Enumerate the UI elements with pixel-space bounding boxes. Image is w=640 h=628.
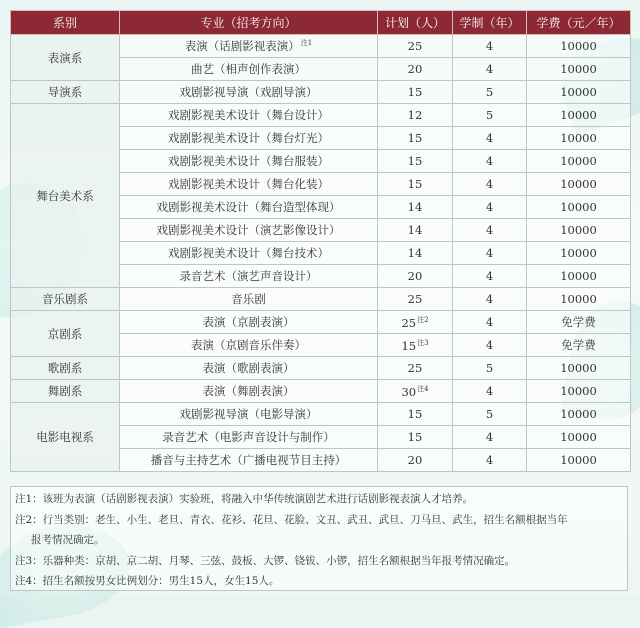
years-cell: 4 <box>453 334 527 357</box>
plan-text: 14 <box>407 246 423 260</box>
major-text: 戏剧影视美术设计（演艺影像设计） <box>156 223 341 237</box>
major-text: 戏剧影视美术设计（舞台技术） <box>168 246 329 260</box>
major-cell <box>120 426 378 449</box>
major-text: 表演（舞剧表演） <box>202 384 295 398</box>
years-cell: 5 <box>453 403 527 426</box>
dept-cell: 电影电视系 <box>11 403 120 472</box>
years-cell: 4 <box>453 196 527 219</box>
major-cell <box>120 127 378 150</box>
years-cell: 4 <box>453 242 527 265</box>
fee-cell: 10000 <box>527 127 631 150</box>
dept-cell: 京剧系 <box>11 311 120 357</box>
plan-cell <box>378 426 453 449</box>
plan-cell <box>378 380 453 403</box>
header-row <box>11 11 631 35</box>
fee-cell: 10000 <box>527 81 631 104</box>
plan-text: 15 <box>407 131 423 145</box>
major-text: 戏剧影视美术设计（舞台造型体现） <box>156 200 341 214</box>
table-row <box>11 35 631 58</box>
plan-text: 15 <box>407 177 423 191</box>
major-cell <box>120 311 378 334</box>
header-fee: 学费（元／年） <box>527 11 631 35</box>
years-cell: 5 <box>453 81 527 104</box>
fee-cell: 10000 <box>527 173 631 196</box>
plan-cell <box>378 403 453 426</box>
dept-cell: 舞剧系 <box>11 380 120 403</box>
years-cell: 4 <box>453 35 527 58</box>
plan-text: 30 <box>401 384 417 399</box>
major-text: 戏剧影视导演（电影导演） <box>179 407 318 421</box>
years-cell: 4 <box>453 150 527 173</box>
plan-text: 12 <box>407 108 423 122</box>
dept-cell: 导演系 <box>11 81 120 104</box>
fee-cell: 10000 <box>527 449 631 472</box>
header-plan: 计划（人） <box>378 11 453 35</box>
major-cell <box>120 357 378 380</box>
plan-cell <box>378 81 453 104</box>
plan-cell <box>378 150 453 173</box>
plan-cell <box>378 127 453 150</box>
plan-cell <box>378 449 453 472</box>
major-text: 戏剧影视美术设计（舞台灯光） <box>168 131 329 145</box>
years-cell: 4 <box>453 265 527 288</box>
major-text: 表演（京剧表演） <box>202 315 295 329</box>
note-4: 注4：招生名额按男女比例划分：男生15人，女生15人。 <box>15 575 280 587</box>
major-cell <box>120 265 378 288</box>
note-marker: 注1 <box>300 39 313 48</box>
plan-cell <box>378 196 453 219</box>
plan-text: 25 <box>407 39 423 53</box>
note-marker: 注2 <box>417 315 429 324</box>
major-text: 录音艺术（电影声音设计与制作） <box>162 430 335 444</box>
note-marker: 注4 <box>417 384 429 393</box>
note-2-continued: 报考情况确定。 <box>31 534 105 546</box>
major-cell <box>120 449 378 472</box>
plan-cell <box>378 334 453 357</box>
fee-cell: 10000 <box>527 104 631 127</box>
years-cell: 4 <box>453 311 527 334</box>
major-text: 表演（歌剧表演） <box>202 361 295 375</box>
years-cell: 5 <box>453 357 527 380</box>
plan-text: 20 <box>407 269 423 283</box>
table-row <box>11 311 631 334</box>
table-row <box>11 357 631 380</box>
fee-cell: 10000 <box>527 219 631 242</box>
plan-text: 15 <box>407 430 423 444</box>
major-text: 曲艺（相声创作表演） <box>191 62 306 76</box>
plan-text: 15 <box>407 85 423 99</box>
major-text: 戏剧影视美术设计（舞台服装） <box>168 154 329 168</box>
major-text: 录音艺术（演艺声音设计） <box>179 269 318 283</box>
years-cell: 4 <box>453 173 527 196</box>
plan-cell <box>378 58 453 81</box>
dept-cell: 表演系 <box>11 35 120 81</box>
table-row <box>11 288 631 311</box>
note-1: 注1：该班为表演（话剧影视表演）实验班，将融入中华传统演剧艺术进行话剧影视表演人才培养。 <box>15 493 474 505</box>
plan-cell <box>378 104 453 127</box>
dept-cell: 舞台美术系 <box>11 104 120 288</box>
fee-cell: 10000 <box>527 35 631 58</box>
major-cell <box>120 334 378 357</box>
plan-cell <box>378 357 453 380</box>
dept-cell: 音乐剧系 <box>11 288 120 311</box>
major-cell <box>120 150 378 173</box>
major-text: 音乐剧 <box>231 292 266 306</box>
fee-cell: 10000 <box>527 380 631 403</box>
major-cell <box>120 35 378 58</box>
admissions-table <box>10 10 631 472</box>
fee-cell: 10000 <box>527 265 631 288</box>
major-text: 戏剧影视导演（戏剧导演） <box>179 85 318 99</box>
plan-cell <box>378 242 453 265</box>
header-major: 专业（招考方向） <box>120 11 378 35</box>
plan-text: 20 <box>407 453 423 467</box>
fee-cell: 免学费 <box>527 311 631 334</box>
years-cell: 4 <box>453 127 527 150</box>
major-cell <box>120 196 378 219</box>
plan-cell <box>378 219 453 242</box>
major-text: 表演（京剧音乐伴奏） <box>191 338 306 352</box>
header-years: 学制（年） <box>453 11 527 35</box>
plan-text: 20 <box>407 62 423 76</box>
header-dept: 系别 <box>11 11 120 35</box>
fee-cell: 免学费 <box>527 334 631 357</box>
plan-cell <box>378 265 453 288</box>
major-cell <box>120 219 378 242</box>
note-3: 注3：乐器种类：京胡、京二胡、月琴、三弦、鼓板、大锣、铙钹、小锣，招生名额根据当年报考情况确定。 <box>15 554 516 567</box>
fee-cell: 10000 <box>527 150 631 173</box>
fee-cell: 10000 <box>527 288 631 311</box>
major-cell <box>120 104 378 127</box>
plan-text: 15 <box>401 338 417 353</box>
years-cell: 4 <box>453 219 527 242</box>
fee-cell: 10000 <box>527 357 631 380</box>
plan-cell <box>378 311 453 334</box>
fee-cell: 10000 <box>527 426 631 449</box>
plan-text: 25 <box>401 315 417 330</box>
dept-cell: 歌剧系 <box>11 357 120 380</box>
fee-cell: 10000 <box>527 196 631 219</box>
years-cell: 5 <box>453 104 527 127</box>
plan-text: 14 <box>407 223 423 237</box>
major-cell <box>120 403 378 426</box>
major-text: 播音与主持艺术（广播电视节目主持） <box>150 453 347 467</box>
major-text: 戏剧影视美术设计（舞台化装） <box>168 177 329 191</box>
fee-cell: 10000 <box>527 242 631 265</box>
major-cell <box>120 81 378 104</box>
table-row <box>11 81 631 104</box>
major-cell <box>120 173 378 196</box>
major-cell <box>120 58 378 81</box>
major-text: 表演（话剧影视表演） <box>184 39 300 53</box>
fee-cell: 10000 <box>527 58 631 81</box>
major-cell <box>120 242 378 265</box>
table-row <box>11 104 631 127</box>
years-cell: 4 <box>453 426 527 449</box>
note-marker: 注3 <box>417 338 429 347</box>
plan-text: 25 <box>407 292 423 306</box>
major-text: 戏剧影视美术设计（舞台设计） <box>168 108 329 122</box>
plan-cell <box>378 35 453 58</box>
years-cell: 4 <box>453 288 527 311</box>
plan-cell <box>378 173 453 196</box>
table-row <box>11 403 631 426</box>
major-cell <box>120 288 378 311</box>
plan-cell <box>378 288 453 311</box>
table-row <box>11 380 631 403</box>
major-cell <box>120 380 378 403</box>
years-cell: 4 <box>453 380 527 403</box>
years-cell: 4 <box>453 449 527 472</box>
note-2: 注2：行当类别：老生、小生、老旦、青衣、花衫、花旦、花脸、文丑、武丑、武旦、刀马旦、武生，招生名额根据当年 <box>15 513 568 526</box>
plan-text: 15 <box>407 154 423 168</box>
plan-text: 15 <box>407 407 423 421</box>
years-cell: 4 <box>453 58 527 81</box>
fee-cell: 10000 <box>527 403 631 426</box>
plan-text: 25 <box>407 361 423 375</box>
plan-text: 14 <box>407 200 423 214</box>
notes-box <box>10 486 628 591</box>
